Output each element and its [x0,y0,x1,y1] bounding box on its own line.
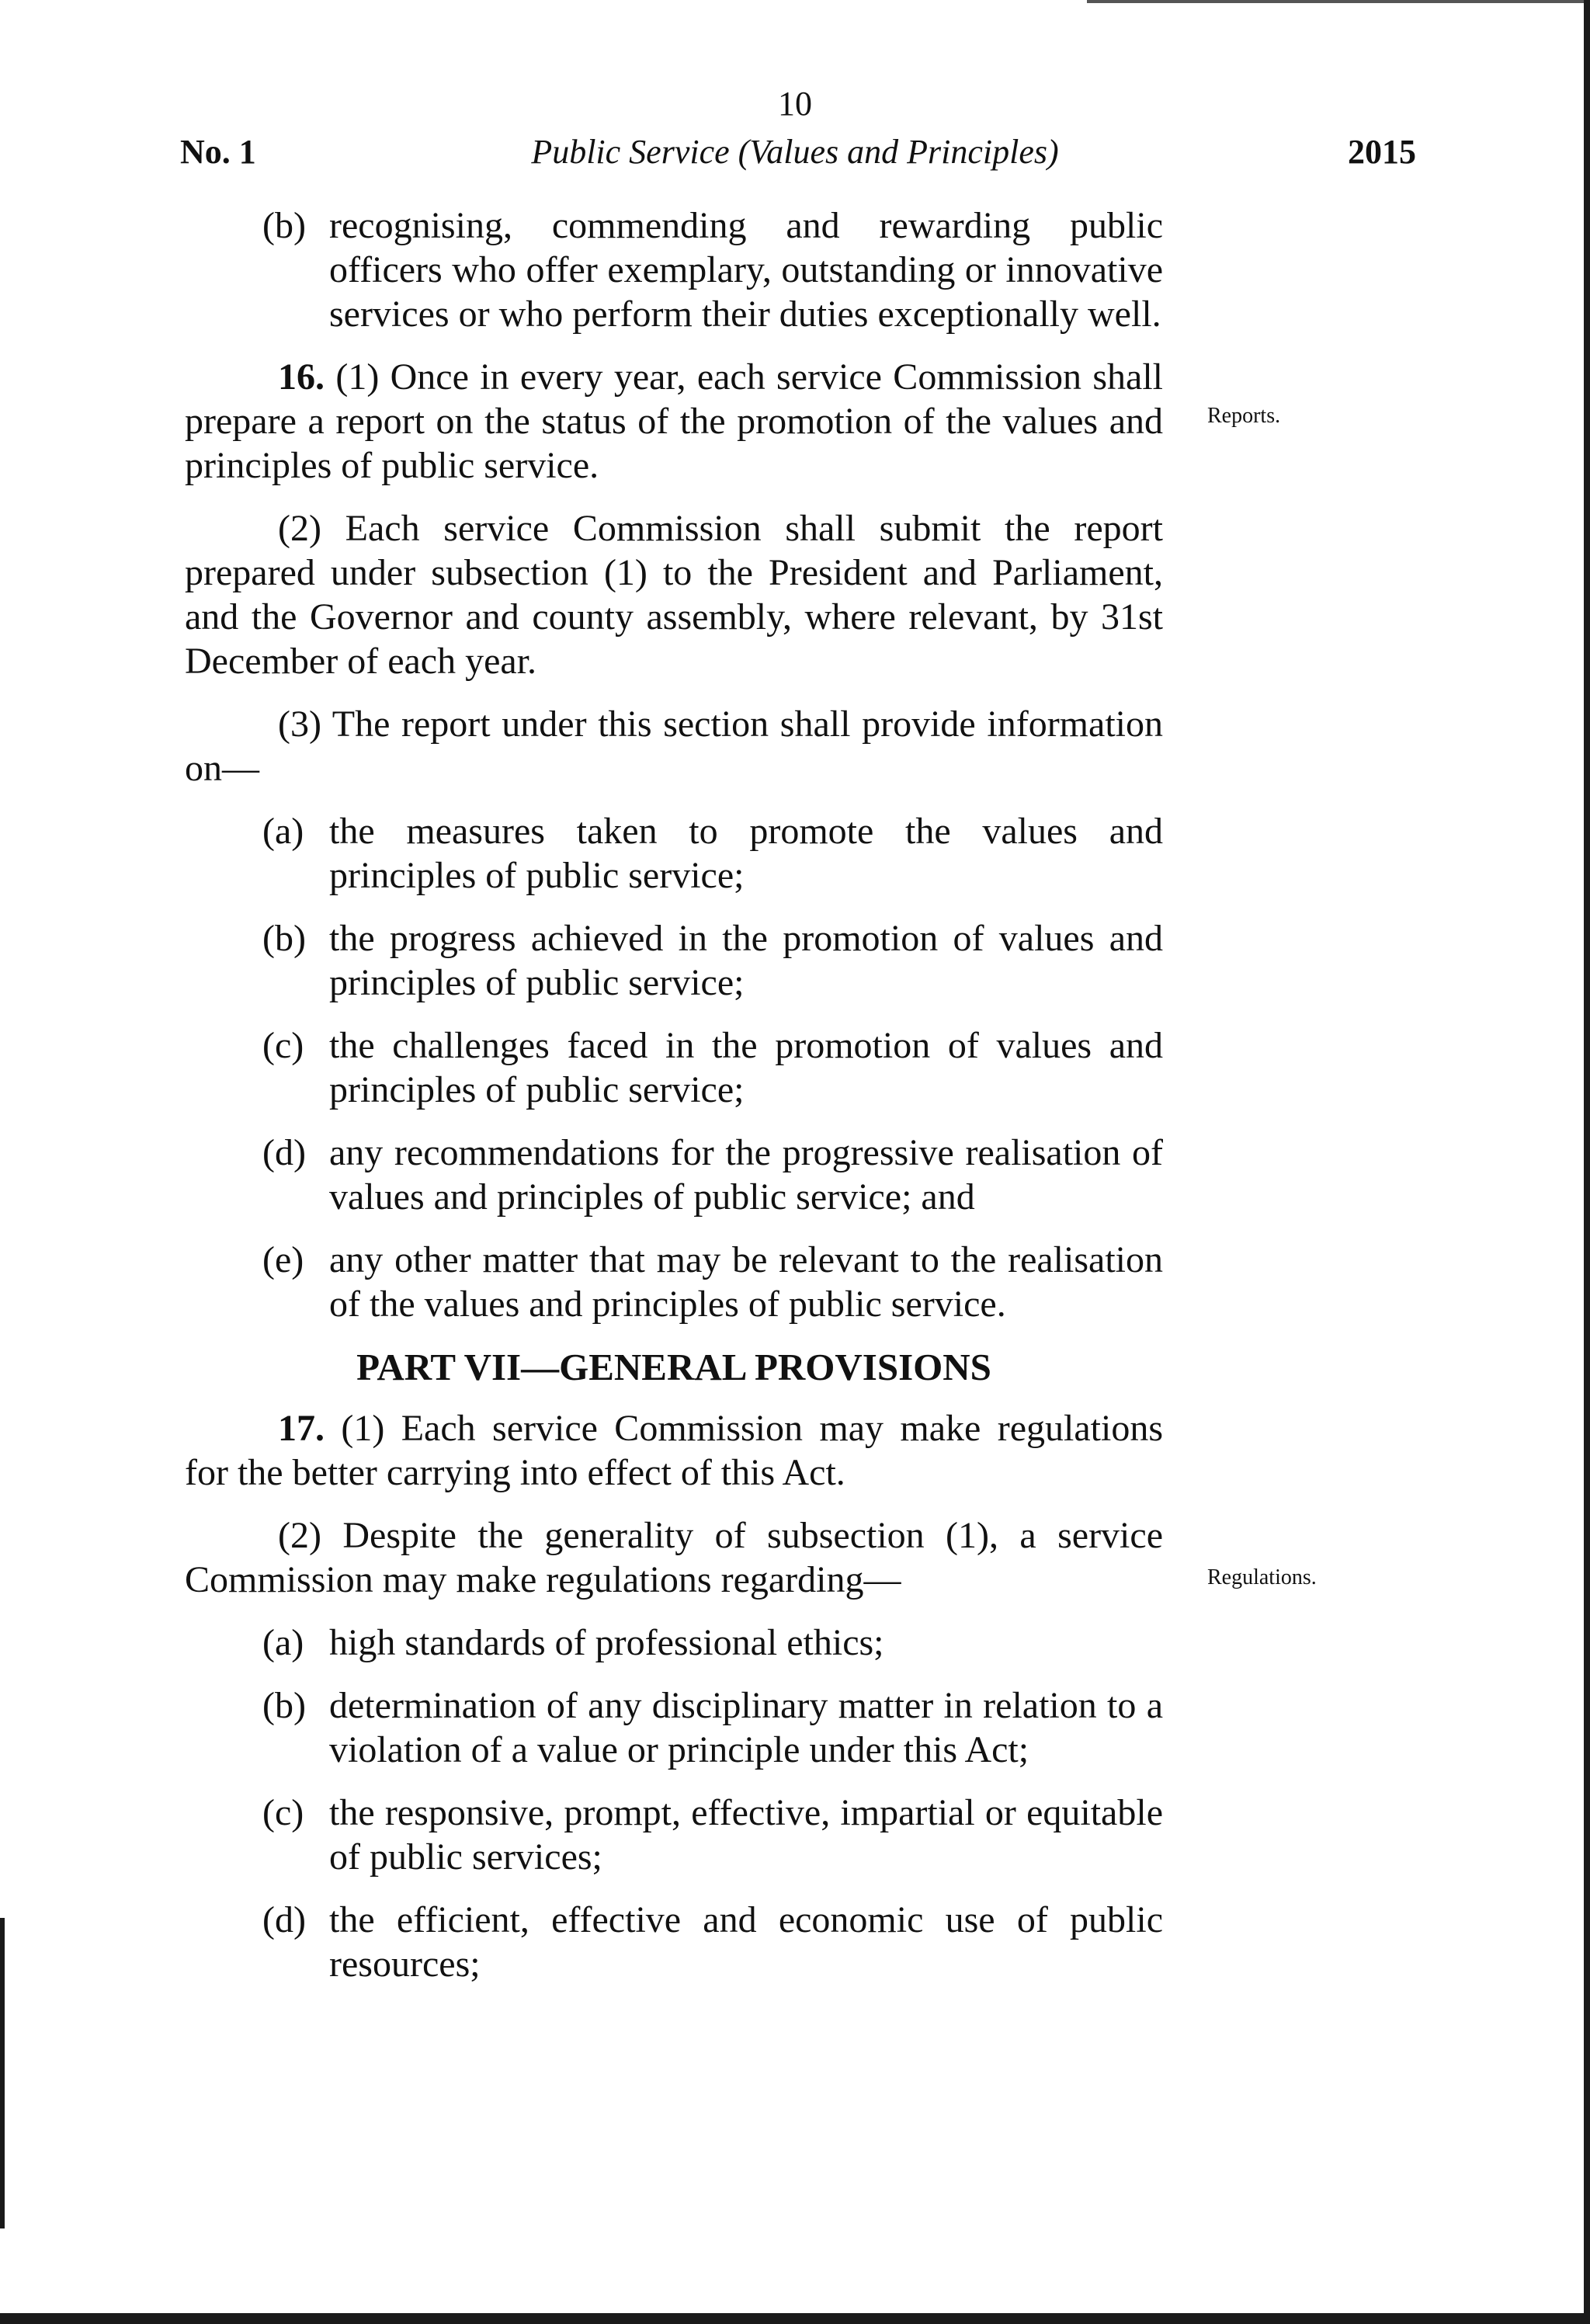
item-text: the measures taken to promote the values and principles of public service; [329,811,1163,896]
item-label: (b) [262,918,306,959]
item-label: (b) [262,1685,306,1726]
item-label: (a) [262,811,304,852]
scan-edge-top [1087,0,1590,3]
item-text: high standards of professional ethics; [329,1622,884,1663]
item-text: the challenges faced in the promotion of values and principles of public service; [329,1025,1163,1110]
item-text: recognising, commending and rewarding public officers who offer exemplary, outstanding or innovative services or who perform their duties exceptionally well. [329,205,1163,335]
margin-note-reports: Reports. [1207,404,1281,428]
item-text: any recommendations for the progressive realisation of values and principles of public service; and [329,1132,1163,1218]
item-label: (c) [262,1792,304,1833]
section-number: 16. [278,356,325,398]
running-head [0,132,1590,179]
list-item [185,916,1163,1005]
list-item [185,1791,1163,1879]
section-17-subsection-1 [185,1406,1163,1495]
item-text: any other matter that may be relevant to the realisation of the values and principles of public service. [329,1239,1163,1325]
list-item [185,1898,1163,1986]
item-text: the responsive, prompt, effective, impartial or equitable of public services; [329,1792,1163,1878]
scan-edge-right [1584,0,1590,2324]
item-label: (c) [262,1025,304,1066]
section-16-subsection-3: (3) The report under this section shall provide information on— [185,703,1163,789]
scan-edge-bottom [0,2313,1590,2324]
margin-note-regulations: Regulations. [1207,1565,1317,1589]
scan-edge-left [0,1918,5,2228]
subsection-text: (1) Each service Commission may make regulations for the better carrying into effect of this Act. [185,1408,1163,1493]
section-17-subsection-2: (2) Despite the generality of subsection (1), a service Commission may make regulations regarding— [185,1515,1163,1600]
list-item [185,1131,1163,1219]
list-item [185,1683,1163,1772]
part-heading: PART VII—GENERAL PROVISIONS [356,1346,991,1388]
item-text: determination of any disciplinary matter in relation to a violation of a value or principle under this Act; [329,1685,1163,1770]
item-text: the progress achieved in the promotion of values and principles of public service; [329,918,1163,1003]
subsection-text: (1) Once in every year, each service Commission shall prepare a report on the status of the promotion of the values and principles of public service. [185,356,1163,486]
act-year: 2015 [1348,133,1416,171]
section-16-subsection-2: (2) Each service Commission shall submit the report prepared under subsection (1) to the President and Parliament, and the Governor and county assembly, where relevant, by 31st December of each year. [185,508,1163,682]
list-item [185,203,1163,336]
item-label: (a) [262,1622,304,1663]
item-label: (d) [262,1132,306,1173]
act-number: No. 1 [180,133,256,171]
item-label: (e) [262,1239,304,1280]
section-16-subsection-1 [185,355,1163,488]
list-item [185,1621,1163,1665]
page-number: 10 [778,85,812,123]
item-label: (d) [262,1899,306,1940]
section-number: 17. [278,1408,325,1449]
item-text: the efficient, effective and economic use of public resources; [329,1899,1163,1985]
item-label: (b) [262,205,306,246]
running-head-title: Public Service (Values and Principles) [531,133,1059,171]
list-item [185,1238,1163,1326]
list-item [185,809,1163,898]
list-item [185,1023,1163,1112]
document-body [185,203,1163,2005]
